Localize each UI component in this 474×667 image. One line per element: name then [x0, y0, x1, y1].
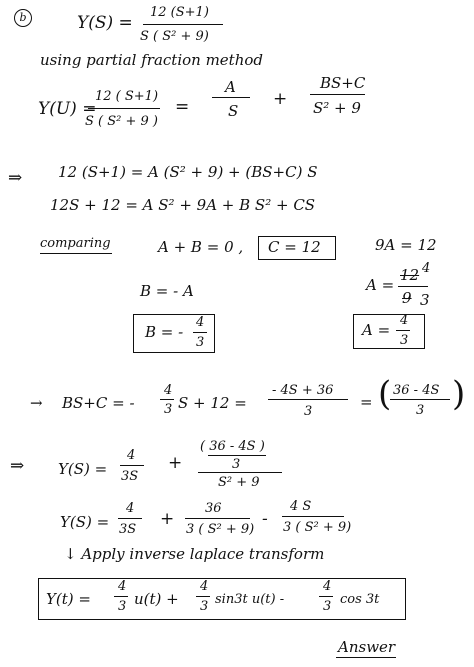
comparing-underline [40, 253, 112, 254]
a-den-reduced: 3 [420, 291, 430, 309]
l2-equals: = [175, 97, 190, 117]
l5-equals: = [360, 393, 373, 411]
l6-f1-num: 4 [127, 448, 136, 463]
partial-b-numerator: BS+C [320, 74, 366, 92]
apply-laplace-note: ↓ Apply inverse laplace transform [64, 545, 325, 563]
a-num-reduced: 4 [422, 261, 431, 276]
l5-f1-num: 4 [164, 383, 173, 398]
l6-outer-bar [198, 472, 282, 473]
b-equals-minus-a: B = - A [140, 282, 194, 300]
y-of-u-label: Y(U) = [38, 99, 97, 119]
l6-lhs: Y(S) = [58, 460, 108, 478]
l5-f2-num: - 4S + 36 [272, 383, 334, 398]
final-f3-bar [319, 596, 333, 597]
a-lhs: A = [366, 276, 395, 294]
comparing-label: comparing [40, 236, 111, 251]
nine-a-equation: 9A = 12 [375, 236, 437, 254]
l6-inner-num: ( 36 - 4S ) [200, 439, 265, 454]
l2-plus: + [273, 89, 288, 109]
l5-mid: S + 12 = [178, 394, 247, 412]
a-den-crossed: 9 [402, 289, 412, 307]
final-f2-num: 4 [200, 579, 209, 594]
a-derive-bar [398, 286, 428, 287]
b-result-bar [193, 332, 207, 333]
l7-f2-num: 36 [205, 501, 222, 516]
problem-label: b [14, 9, 32, 27]
l7-f2-den: 3 ( S² + 9) [186, 522, 255, 537]
l7-f1-den: 3S [119, 522, 137, 537]
l5-arrow: → [30, 394, 43, 412]
answer-label: Answer [338, 638, 396, 656]
final-t3: cos 3t [340, 592, 380, 607]
final-f3-num: 4 [323, 579, 332, 594]
l7-f1-bar [118, 518, 142, 519]
l7-f3-num: 4 S [290, 499, 312, 514]
l6-f1-den: 3S [121, 469, 139, 484]
l7-f1-num: 4 [126, 501, 135, 516]
a-result-lhs: A = [362, 321, 391, 339]
l1-denominator: S ( S² + 9) [140, 29, 209, 44]
l7-lhs: Y(S) = [60, 513, 110, 531]
final-t1: u(t) + [134, 590, 179, 608]
b-result-lhs: B = - [145, 323, 184, 341]
a-result-bar [396, 330, 410, 331]
method-note: using partial fraction method [40, 51, 264, 69]
l5-lhs: BS+C = - [62, 394, 135, 412]
final-f1-bar [114, 596, 128, 597]
b-result-den: 3 [196, 335, 205, 350]
l5-f2-den: 3 [304, 404, 313, 419]
final-f1-num: 4 [118, 579, 127, 594]
partial-b-denominator: S² + 9 [313, 99, 361, 117]
l5-open-paren: ( [378, 374, 392, 414]
l2-denominator: S ( S² + 9 ) [85, 114, 158, 129]
a-num-crossed: 12 [400, 266, 420, 284]
partial-a-numerator: A [225, 78, 236, 96]
l6-arrow: ⇒ [10, 456, 25, 476]
l1-numerator: 12 (S+1) [150, 5, 209, 20]
l1-fraction-bar [143, 24, 223, 25]
answer-underline [336, 657, 396, 658]
final-t2: sin3t u(t) - [215, 592, 285, 607]
l6-f1-bar [120, 465, 144, 466]
l4-equation: 12S + 12 = A S² + 9A + B S² + CS [50, 196, 316, 214]
l2-fraction-bar [88, 108, 160, 109]
final-f2-den: 3 [200, 599, 209, 614]
l7-f3-bar [282, 516, 344, 517]
final-f3-den: 3 [323, 599, 332, 614]
l5-f3-den: 3 [416, 403, 425, 418]
l2-numerator: 12 ( S+1) [95, 89, 159, 104]
l7-f3-den: 3 ( S² + 9) [283, 520, 352, 535]
b-result-num: 4 [196, 315, 205, 330]
a-plus-b-equation: A + B = 0 , [158, 238, 244, 256]
final-f1-den: 3 [118, 599, 127, 614]
l7-minus: - [262, 509, 268, 529]
l5-f3-bar [390, 399, 450, 400]
y-of-s-label: Y(S) = [77, 13, 133, 33]
partial-b-bar [310, 94, 365, 95]
final-lhs: Y(t) = [46, 590, 91, 608]
l7-f2-bar [185, 518, 250, 519]
l3-arrow: ⇒ [8, 168, 23, 188]
l6-plus: + [168, 453, 183, 473]
l5-f1-den: 3 [164, 402, 173, 417]
c-result: C = 12 [268, 238, 321, 256]
l5-close-paren: ) [452, 374, 466, 414]
l6-inner-bar [208, 455, 266, 456]
l6-outer-den: S² + 9 [218, 475, 260, 490]
final-f2-bar [196, 596, 210, 597]
l7-plus: + [160, 509, 175, 529]
l5-f3-num: 36 - 4S [393, 383, 440, 398]
l5-f1-bar [160, 399, 174, 400]
l5-f2-bar [268, 399, 348, 400]
l3-equation: 12 (S+1) = A (S² + 9) + (BS+C) S [58, 163, 318, 181]
l6-inner-den: 3 [232, 457, 241, 472]
partial-a-denominator: S [228, 102, 239, 120]
a-result-den: 3 [400, 333, 409, 348]
a-result-num: 4 [400, 313, 409, 328]
partial-a-bar [212, 97, 250, 98]
